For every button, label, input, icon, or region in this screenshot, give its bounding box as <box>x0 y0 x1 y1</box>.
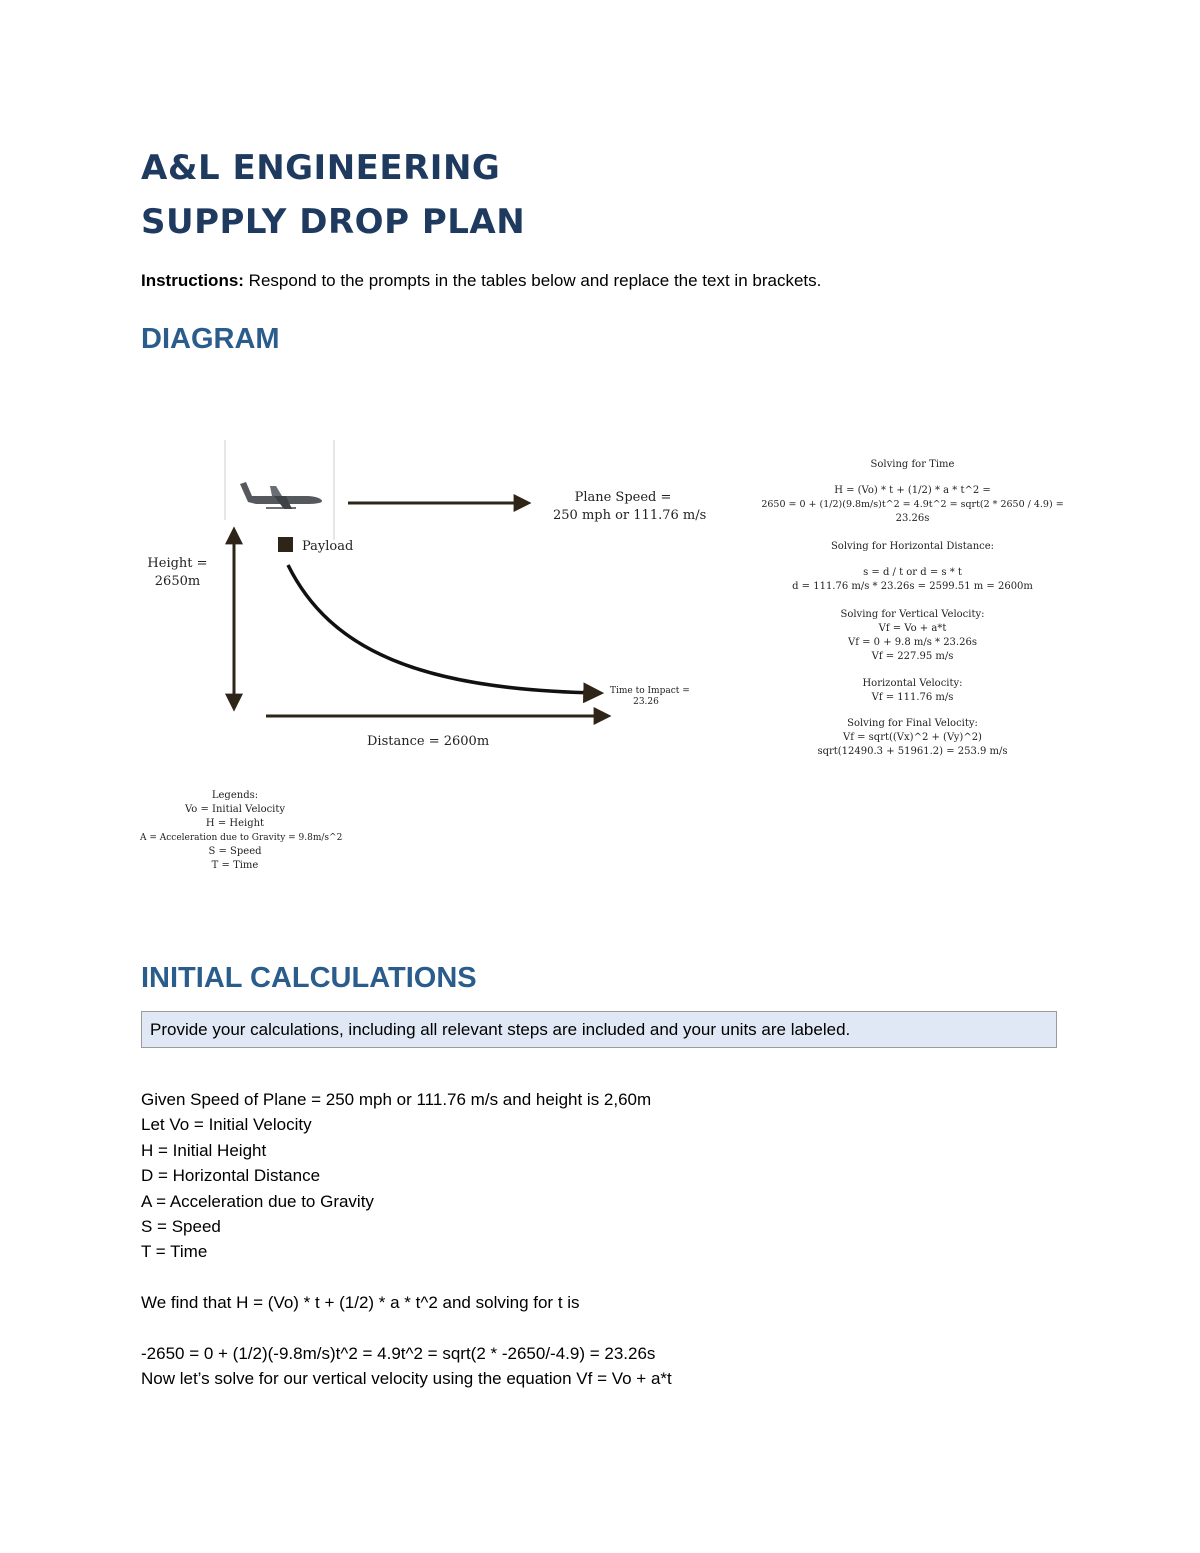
impact-line1: Time to Impact = <box>610 686 690 696</box>
solving-distance-block <box>760 540 1065 594</box>
calc-line <box>141 1265 672 1290</box>
plane-speed-line1: Plane Speed = <box>574 490 672 505</box>
plane-speed-label <box>553 489 707 525</box>
distance-label: Distance = 2600m <box>367 734 490 749</box>
solution-line: H = (Vo) * t + (1/2) * a * t^2 = <box>834 485 991 496</box>
document-title-line1: A&L ENGINEERING <box>141 148 501 188</box>
airplane-icon <box>236 476 326 516</box>
instructions <box>141 271 821 291</box>
solution-line: Solving for Time <box>870 459 955 470</box>
solution-line: Solving for Vertical Velocity: <box>840 609 985 620</box>
legend-line: T = Time <box>211 860 259 871</box>
diagram-heading: DIAGRAM <box>141 323 280 355</box>
document-title-line2: SUPPLY DROP PLAN <box>141 202 526 242</box>
legend-line: S = Speed <box>208 846 262 857</box>
prompt-table <box>141 1011 1057 1048</box>
calc-line: D = Horizontal Distance <box>141 1166 321 1186</box>
solution-line: Vf = sqrt((Vx)^2 + (Vy)^2) <box>843 732 982 743</box>
solution-line: Vf = 111.76 m/s <box>871 692 954 703</box>
prompt-text[interactable]: Provide your calculations, including all relevant steps are included and your units are labeled. <box>150 1020 851 1039</box>
calc-line: -2650 = 0 + (1/2)(-9.8m/s)t^2 = 4.9t^2 = sqrt(2 * -2650/-4.9) = 23.26s <box>141 1343 656 1363</box>
solving-time-block <box>760 458 1065 526</box>
calc-line: A = Acceleration due to Gravity <box>141 1191 374 1211</box>
height-label <box>145 555 210 591</box>
solution-line: 2650 = 0 + (1/2)(9.8m/s)t^2 = 4.9t^2 = sqrt(2 * 2650 / 4.9) = <box>761 499 1064 510</box>
height-line1: Height = <box>147 556 208 571</box>
solution-line: 23.26s <box>895 513 930 524</box>
calc-line: T = Time <box>141 1242 208 1262</box>
calc-line: S = Speed <box>141 1216 221 1236</box>
solution-line: Solving for Horizontal Distance: <box>830 541 995 552</box>
calc-line: We find that H = (Vo) * t + (1/2) * a * t^2 and solving for t is <box>141 1293 580 1313</box>
calc-line: Given Speed of Plane = 250 mph or 111.76 m/s and height is 2,60m <box>141 1090 652 1109</box>
time-to-impact-label <box>610 686 690 708</box>
calc-line: Now let’s solve for our vertical velocity using the equation Vf = Vo + a*t <box>141 1369 672 1389</box>
solution-line: d = 111.76 m/s * 23.26s = 2599.51 m = 2600m <box>792 581 1033 592</box>
legend-line: H = Height <box>205 818 265 829</box>
instructions-text: Respond to the prompts in the tables below and replace the text in brackets. <box>243 271 822 290</box>
legend-line: A = Acceleration due to Gravity = 9.8m/s^2 <box>140 833 343 843</box>
calculations-heading: INITIAL CALCULATIONS <box>141 962 477 994</box>
solution-line: Horizontal Velocity: <box>862 678 963 689</box>
horizontal-velocity-block <box>760 677 1065 705</box>
legend-line: Vo = Initial Velocity <box>184 804 286 815</box>
calc-line <box>141 1316 672 1341</box>
solution-line: Vf = 227.95 m/s <box>871 651 954 662</box>
solution-line: Vf = 0 + 9.8 m/s * 23.26s <box>848 637 977 648</box>
legend <box>140 789 343 873</box>
calc-line: Let Vo = Initial Velocity <box>141 1115 312 1135</box>
solution-line: Solving for Final Velocity: <box>847 718 978 729</box>
solution-line: sqrt(12490.3 + 51961.2) = 253.9 m/s <box>817 746 1008 757</box>
solving-final-block <box>760 717 1065 759</box>
instructions-label: Instructions: <box>141 271 244 290</box>
payload-icon <box>278 537 293 552</box>
impact-line2: 23.26 <box>633 697 659 707</box>
calculation-lines <box>141 1087 672 1392</box>
calc-line: H = Initial Height <box>141 1140 267 1160</box>
solution-line: s = d / t or d = s * t <box>863 567 962 578</box>
legend-line: Legends: <box>211 790 259 801</box>
plane-speed-line2: 250 mph or 111.76 m/s <box>553 508 707 523</box>
solution-line: Vf = Vo + a*t <box>878 623 947 634</box>
payload-label: Payload <box>302 539 354 554</box>
trajectory-curve <box>288 565 600 693</box>
solving-vertical-block <box>760 608 1065 664</box>
height-line2: 2650m <box>154 574 201 589</box>
